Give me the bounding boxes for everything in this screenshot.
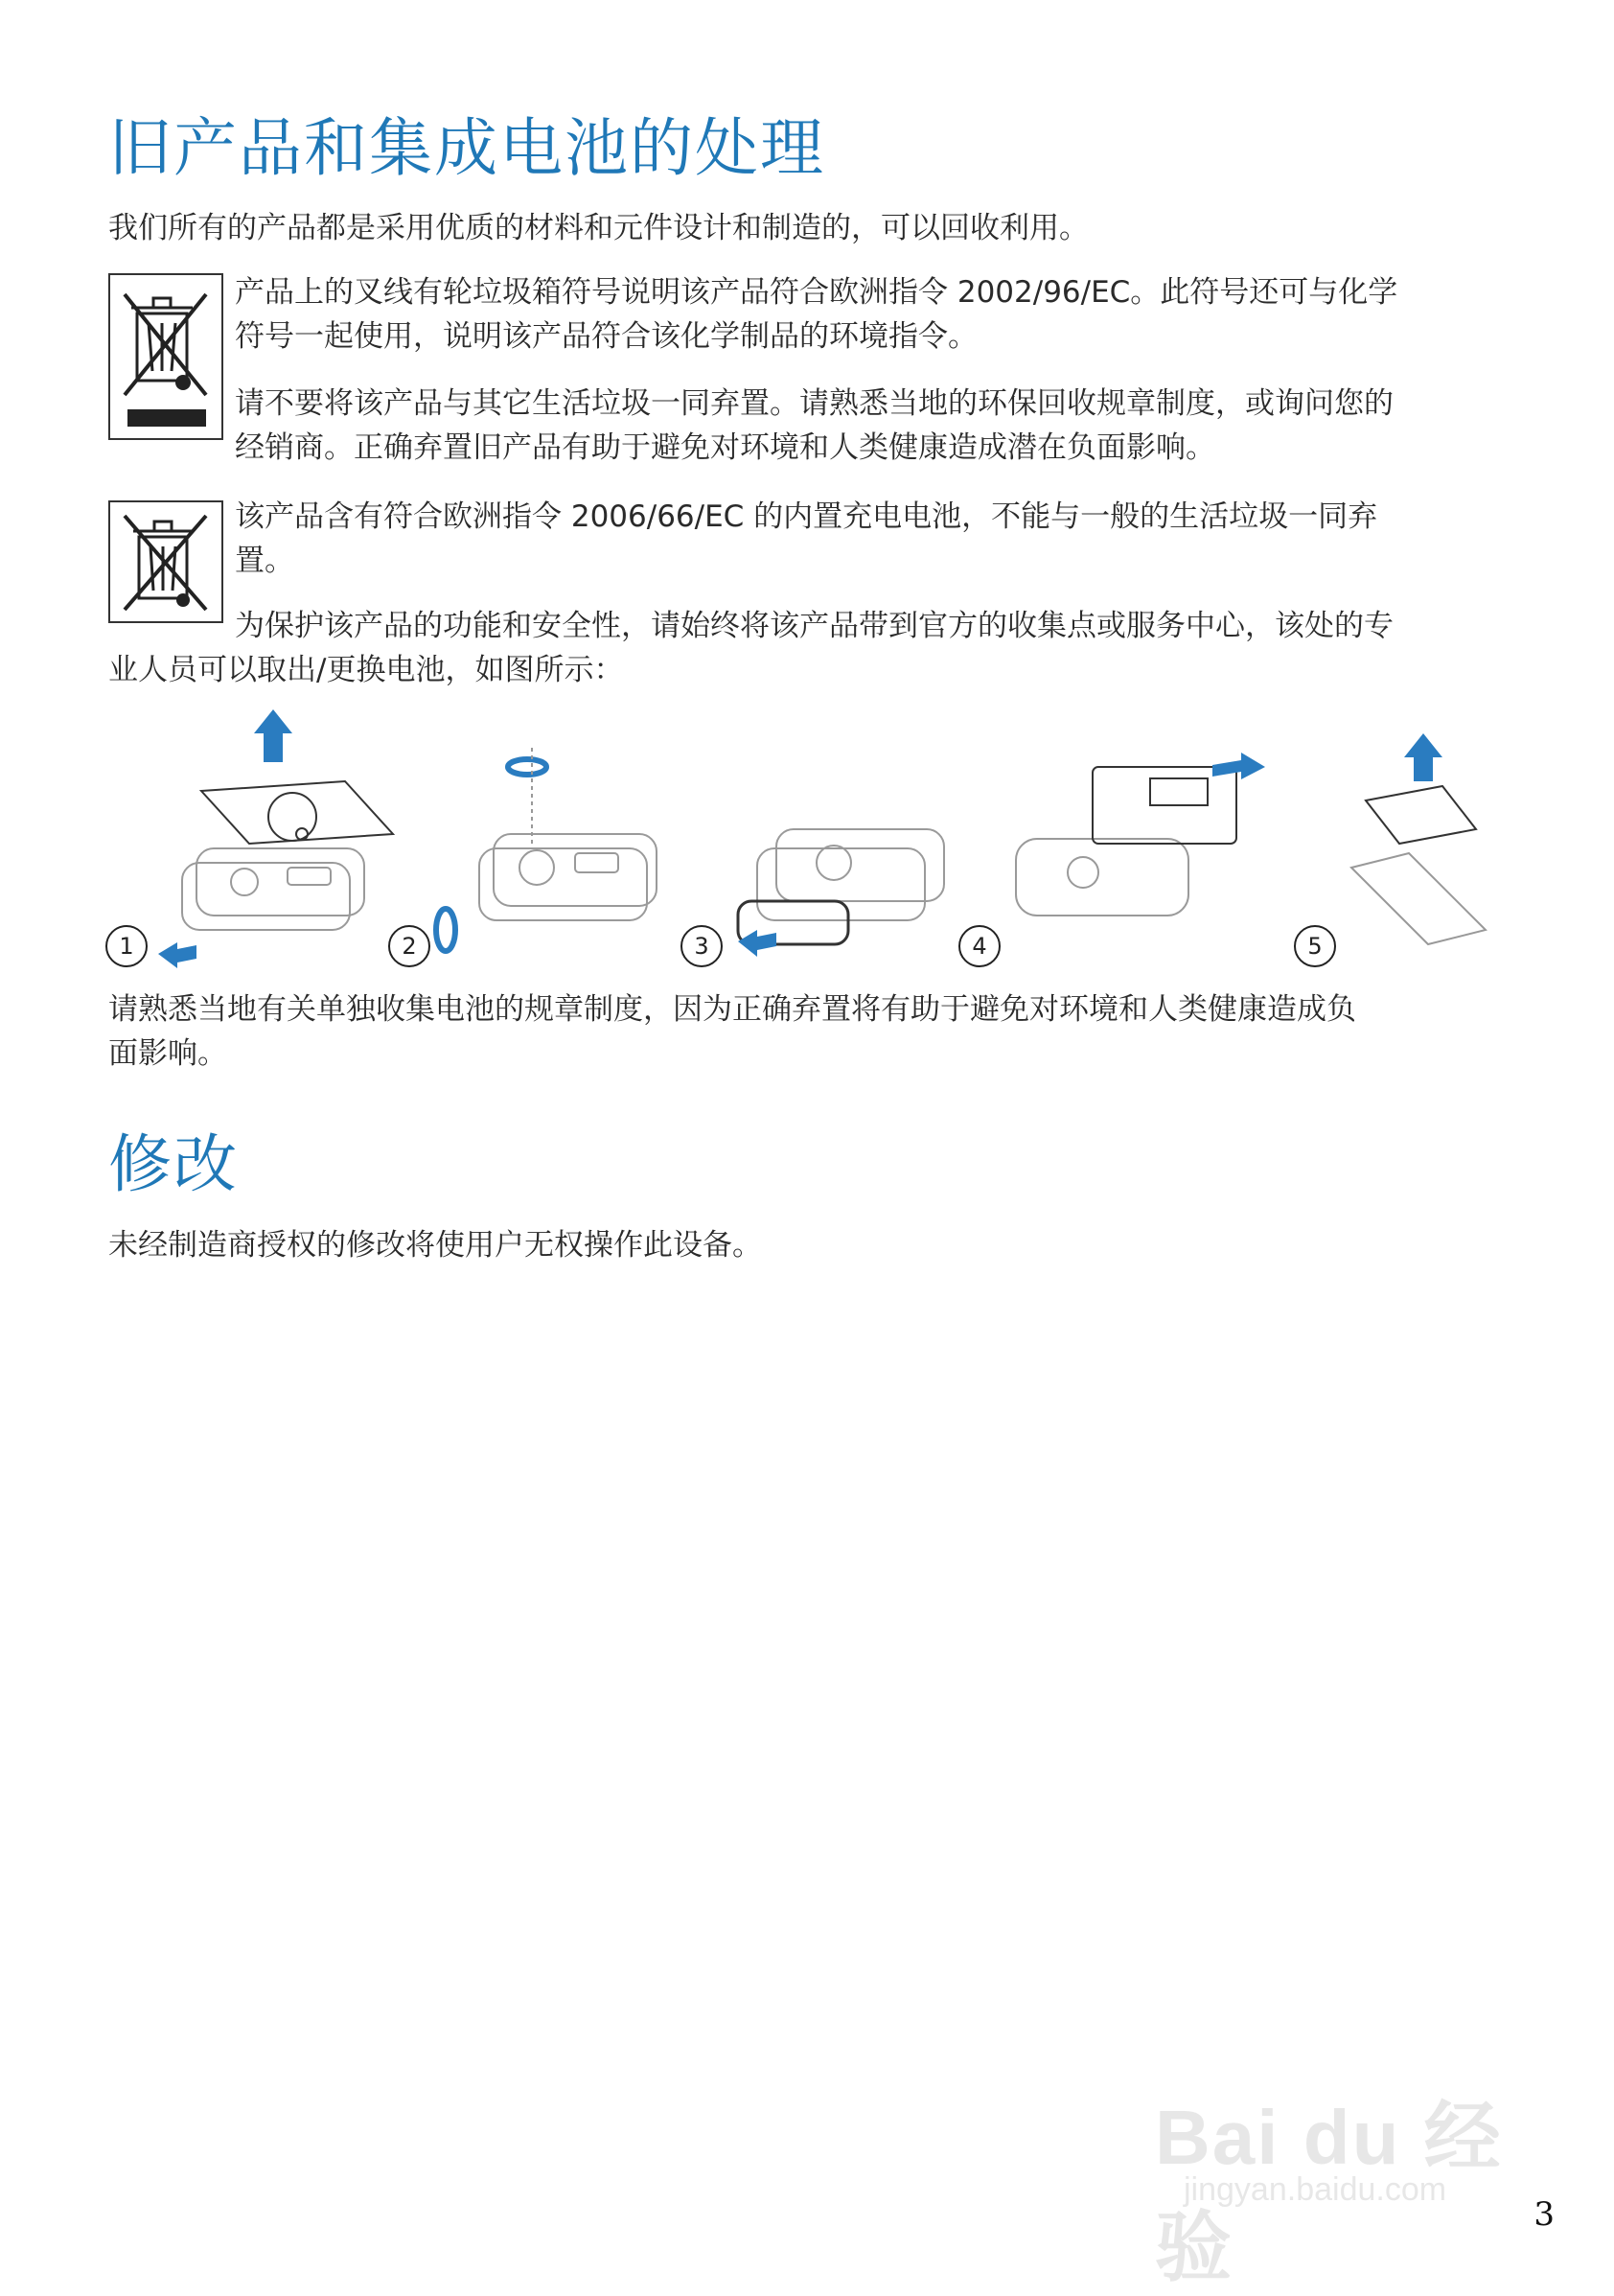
lift-battery-arrow: [1404, 733, 1442, 781]
weee-symbol-with-bar: [108, 273, 223, 440]
service-advice-line-1: 为保护该产品的功能和安全性，请始终将该产品带到官方的收集点或服务中心，该处的专: [235, 609, 1394, 643]
step-3-number: 3: [680, 925, 723, 967]
watermark-url: jingyan.baidu.com: [1184, 2171, 1447, 2208]
weee-symbol: [108, 500, 223, 623]
crossed-bin-icon: [110, 275, 221, 438]
battery-removal-illustration: [105, 709, 1514, 968]
modification-warning: 未经制造商授权的修改将使用户无权操作此设备。: [108, 1228, 762, 1263]
step-1-device: [182, 781, 393, 930]
disposal-advice-line-1: 请不要将该产品与其它生活垃圾一同弃置。请熟悉当地的环保回收规章制度，或询问您的: [235, 386, 1394, 421]
step-2-device: [436, 748, 657, 951]
watermark-brand: Bai du 经验: [1155, 2095, 1503, 2290]
page-number: 3: [1533, 2195, 1555, 2234]
section-title-disposal: 旧产品和集成电池的处理: [108, 111, 825, 185]
baidu-watermark: [1155, 2047, 1557, 2290]
lift-cover-arrow: [254, 709, 292, 762]
service-advice-line-2: 业人员可以取出/更换电池，如图所示：: [108, 653, 624, 687]
step-4-number: 4: [958, 925, 1001, 967]
section-title-modifications: 修改: [108, 1127, 239, 1201]
battery-directive-line-2: 置。: [235, 544, 294, 578]
weee-directive-line-2: 符号一起使用，说明该产品符合该化学制品的环境指令。: [235, 319, 978, 354]
closing-advice-line-2: 面影响。: [108, 1036, 227, 1071]
intro-text: 我们所有的产品都是采用优质的材料和元件设计和制造的，可以回收利用。: [108, 211, 1089, 245]
step-5-device: [1351, 786, 1486, 944]
weee-directive-line-1: 产品上的叉线有轮垃圾箱符号说明该产品符合欧洲指令 2002/96/EC。此符号还可与化学: [235, 275, 1398, 310]
step-2-number: 2: [388, 925, 430, 967]
step-3-device: [738, 829, 944, 944]
closing-advice-line-1: 请熟悉当地有关单独收集电池的规章制度，因为正确弃置将有助于避免对环境和人类健康造成负: [108, 992, 1356, 1027]
disposal-advice-line-2: 经销商。正确弃置旧产品有助于避免对环境和人类健康造成潜在负面影响。: [235, 430, 1215, 465]
step-1-number: 1: [105, 925, 148, 967]
slide-out-arrow: [1212, 753, 1265, 779]
step-4-device: [1016, 767, 1236, 916]
step-1-arrow: [158, 942, 196, 968]
crossed-bin-icon: [110, 502, 221, 621]
step-5-number: 5: [1294, 925, 1336, 967]
step-3-arrow: [738, 930, 776, 957]
battery-directive-line-1: 该产品含有符合欧洲指令 2006/66/EC 的内置充电电池，不能与一般的生活垃圾一同弃: [235, 499, 1378, 534]
